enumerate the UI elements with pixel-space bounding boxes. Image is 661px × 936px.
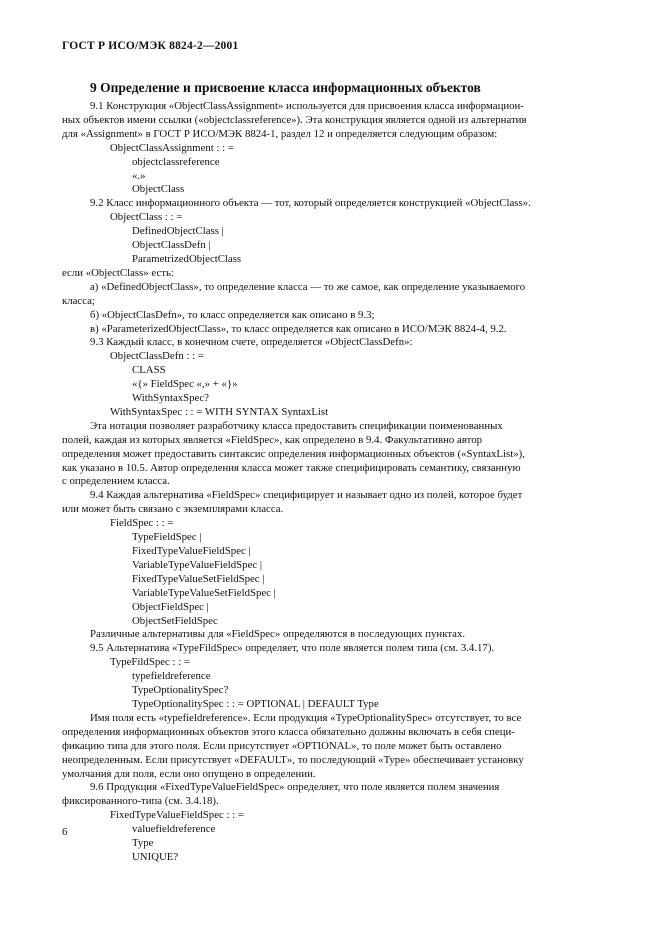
- text-line: objectclassreference: [132, 155, 220, 168]
- text-line: Имя поля есть «typefieldreference». Если продукция «TypeOptionalitySpec» отсутствует, то все: [90, 711, 522, 724]
- text-line: умолчания для поля, если оно опущено в определении.: [62, 767, 316, 780]
- text-line: для «Assignment» в ГОСТ Р ИСО/МЭК 8824-1, раздел 12 и определяется следующим образом:: [62, 127, 498, 140]
- text-line: класса;: [62, 294, 95, 307]
- text-line: как указано в 10.5. Автор определения класса может также специфицировать семантику, связанную: [62, 461, 521, 474]
- document-body: [62, 100, 599, 865]
- text-line: DefinedObjectClass |: [132, 225, 224, 238]
- text-line: определения информационных объектов этого класса обязательно должны включать в себя специ-: [62, 725, 515, 738]
- text-line: Различные альтернативы для «FieldSpec» определяются в последующих пунктах.: [90, 628, 466, 641]
- page-number: 6: [62, 826, 68, 838]
- text-line: 9.4 Каждая альтернатива «FieldSpec» специфицирует и называет одно из полей, которое будет: [90, 489, 523, 502]
- text-line: фиксированного-типа (см. 3.4.18).: [62, 795, 219, 808]
- text-line: ObjectFieldSpec |: [132, 600, 209, 613]
- text-line: ObjectClass : : =: [110, 211, 183, 224]
- text-line: а) «DefinedObjectClass», то определение класса — то же самое, как определение указываемого: [90, 280, 526, 293]
- page-header: ГОСТ Р ИСО/МЭК 8824-2—2001: [62, 40, 239, 52]
- text-line: б) «ObjectClasDefn», то класс определяется как описано в 9.3;: [90, 308, 375, 321]
- text-line: ных объектов имени ссылки («objectclassreference»). Эта конструкция является одной из альтернатив: [62, 113, 527, 126]
- text-line: «{» FieldSpec «,» + «}»: [132, 378, 238, 391]
- text-line: определения может предоставить синтаксис определения информационных объектов («SyntaxList»),: [62, 447, 525, 460]
- text-line: FixedTypeValueFieldSpec |: [132, 545, 251, 557]
- text-line: «.»: [132, 169, 146, 182]
- section-title: 9 Определение и присвоение класса информационных объектов: [90, 80, 481, 95]
- text-line: 9.3 Каждый класс, в конечном счете, определяется «ObjectClassDefn»:: [90, 336, 413, 349]
- text-line: полей, каждая из которых является «FieldSpec», как определено в 9.4. Факультативно автор: [62, 433, 482, 446]
- text-line: TypeFieldSpec |: [132, 531, 202, 544]
- text-line: TypeOptionalitySpec?: [132, 684, 229, 697]
- text-line: CLASS: [132, 364, 166, 377]
- text-line: Эта нотация позволяет разработчику класса предоставить спецификации поименованных: [90, 419, 503, 432]
- text-line: 9.5 Альтернатива «TypeFildSpec» определяет, что поле является полем типа (см. 3.4.17).: [90, 642, 495, 655]
- text-line: с определением класса.: [62, 475, 170, 488]
- text-line: 9.1 Конструкция «ObjectClassAssignment» используется для присвоения класса информацион-: [90, 100, 524, 112]
- text-line: WithSyntaxSpec : : = WITH SYNTAX SyntaxList: [110, 405, 329, 418]
- text-line: typefieldreference: [132, 670, 211, 683]
- text-line: ObjectClass: [132, 183, 185, 196]
- text-line: FixedTypeValueFieldSpec : : =: [110, 809, 244, 822]
- text-line: или может быть связано с экземплярами класса.: [62, 503, 284, 516]
- text-line: 9.6 Продукция «FixedTypeValueFieldSpec» определяет, что поле является полем значения: [90, 781, 500, 794]
- text-line: WithSyntaxSpec?: [132, 392, 209, 405]
- text-line: ParametrizedObjectClass: [132, 252, 242, 265]
- text-line: valuefieldreference: [132, 823, 216, 836]
- text-line: фикацию типа для этого поля. Если присутствует «OPTIONAL», то поле может быть оставлено: [62, 739, 502, 752]
- text-line: FieldSpec : : =: [110, 517, 174, 530]
- text-line: ObjectClassDefn : : =: [110, 350, 204, 363]
- text-line: ObjectSetFieldSpec: [132, 614, 218, 627]
- text-line: TypeFildSpec : : =: [110, 656, 191, 669]
- text-line: FixedTypeValueSetFieldSpec |: [132, 572, 265, 585]
- text-line: Type: [132, 837, 154, 850]
- text-line: если «ObjectClass» есть:: [62, 266, 174, 279]
- text-line: неопределенным. Если присутствует «DEFAULT», то последующий «Type» обеспечивает установку: [62, 753, 524, 766]
- text-line: ObjectClassDefn |: [132, 239, 211, 252]
- text-line: ObjectClassAssignment : : =: [110, 141, 234, 154]
- text-line: в) «ParameterizedObjectClass», то класс определяется как описано в ИСО/МЭК 8824-4, 9.2.: [90, 322, 507, 335]
- text-line: TypeOptionalitySpec : : = OPTIONAL | DEFAULT Type: [132, 697, 379, 710]
- text-line: UNIQUE?: [132, 850, 179, 863]
- text-line: VariableTypeValueSetFieldSpec |: [132, 586, 276, 599]
- text-line: VariableTypeValueFieldSpec |: [132, 558, 263, 571]
- text-line: 9.2 Класс информационного объекта — тот, который определяется конструкцией «ObjectClass».: [90, 197, 531, 210]
